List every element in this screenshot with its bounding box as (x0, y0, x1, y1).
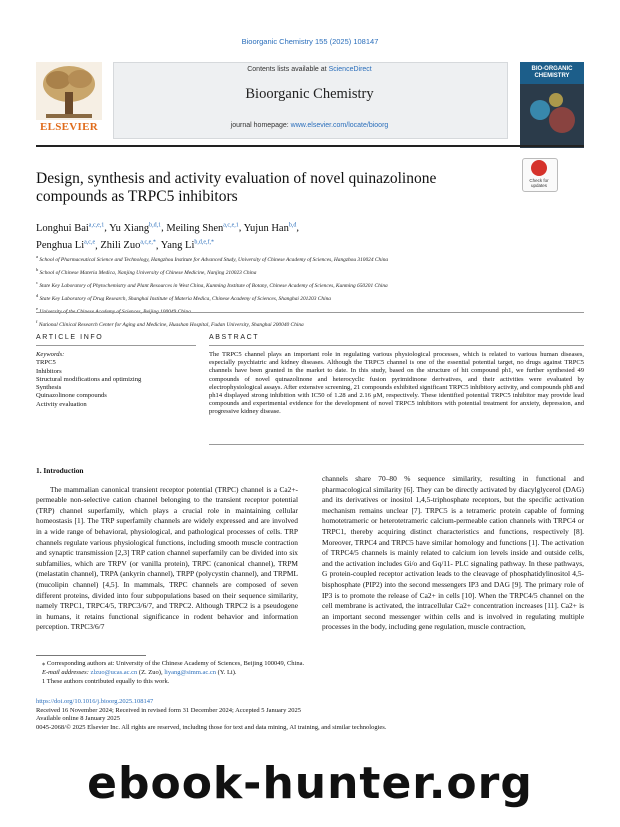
author[interactable]: Penghua Li$^{a,c,e}$ (36, 239, 96, 251)
homepage-prefix: journal homepage: (230, 122, 291, 129)
keyword: Quinazolinone compounds (36, 392, 107, 400)
footnotes (42, 659, 582, 687)
check-updates-label: Check for updates (529, 178, 549, 188)
author[interactable]: Yujun Han$^{b,d}$ (243, 222, 297, 234)
journal-homepage (113, 122, 506, 129)
contents-prefix: Contents lists available at (247, 66, 329, 73)
elsevier-tree-logo-icon (36, 62, 102, 120)
body-column-left (36, 466, 298, 633)
affiliation: e (36, 306, 38, 311)
doi-link[interactable]: https://doi.org/10.1016/j.bioorg.2025.108147 (36, 698, 154, 705)
affiliations (36, 252, 584, 330)
affiliation: $^b$ School of Chinese Materia Medica, Nanjing University of Chinese Medicine, Nanjing 210023 China (36, 267, 257, 276)
affiliation: $^a$ School of Pharmaceutical Science and Technology, Hangzhou Institute for Advanced Study, University of Chinese Academy of Sciences, Hangzhou 310024 China (36, 254, 389, 263)
author-list: Longhui Bai$^{a,c,e,1}$, Yu Xiang$^{b,d,1}$, Meiling Shen$^{a,c,e,1}$, Yujun Han$^{b,d}$, Penghua Li$^{a,c,e}$, Zhili Zuo$^{a,c,e,*}$, Yang $Li^{b,d,e,f,*}$ (36, 222, 299, 251)
section-heading-introduction: 1. Introduction (36, 466, 84, 475)
abstract-bottom-rule (209, 444, 584, 445)
keyword: Structural modifications and optimizing (36, 375, 142, 383)
abstract-heading: ABSTRACT (209, 334, 260, 341)
affiliation: $^d$ State Key Laboratory of Drug Research, Shanghai Institute of Materia Medica, Chinese Academy of Sciences, Shanghai 201203 China (36, 293, 331, 302)
author[interactable]: Yang $Li^{b,d,e,f,*}$ (160, 239, 215, 251)
corresponding-author-note: ⁎ Corresponding authors at: University of the Chinese Academy of Sciences, Beijing 100049, China. (42, 660, 305, 667)
author[interactable]: Zhili Zuo$^{a,c,e,*}$ (100, 239, 156, 251)
author[interactable]: Yu Xiang$^{b,d,1}$ (109, 222, 162, 234)
email-addresses: E-mail addresses: zlzuo@ucas.ac.cn (Z. Zuo), liyang@simm.ac.cn (Y. Li). (42, 669, 237, 677)
article-info-heading: ARTICLE INFO (36, 334, 104, 341)
author[interactable]: Meiling Shen$^{a,c,e,1}$ (166, 222, 239, 234)
publication-info (36, 698, 584, 732)
received-dates: Received 16 November 2024; Received in revised form 31 December 2024; Accepted 5 January 2025 (36, 706, 301, 714)
email-link[interactable]: liyang@simm.ac.cn (164, 669, 217, 677)
sciencedirect-link[interactable]: ScienceDirect (328, 66, 372, 73)
homepage-link[interactable]: www.elsevier.com/locate/bioorg (290, 122, 389, 129)
body-paragraph: channels share 70–80 % sequence similarity, resulting in functional and pharmacological similarity [6]. They can be directly activated by diacylglycerol (DAG) and its derivatives or inositol 1,4,5-triphosphate receptors, but the specific activation mechanism remains unclear [7]. TRPC5 is a tetrameric protein capable of forming homotetrameric or heterotetrameric calcium-permeable cation channels with TRPC4 or TRPC1, thereby acquiring distinct characteristics and functions, respectively [8]. Moreover, TRPC4 and TRPC5 have similar homology and functions [1]. The activation of TRPC4/5 channels is mainly related to calcium ion levels inside and outside cells, and the activation includes Gi/o and Gq/11- PLC signaling pathway. In these pathways, G protein-coupled receptor activation leads to the cleavage of phosphatidylinositol 4,5-bisphosphate (PIP2) into the second messengers IP3 and DAG [9]. The primary role of IP3 is to promote the release of Ca2+ in cells [10]. When the TRPC4/5 channel on the cell membrane is activated, the intracellular Ca2+ concentration increases [11]. Ca2+ is an important second messenger within cells and is involved in regulating multiple processes in the body, including gene regulation, muscle contraction, (322, 474, 584, 632)
body-paragraph: The mammalian canonical transient receptor potential (TRPC) channel is a Ca2+-permeable non-selective cation channel belonging to the transient receptor potential (TRP) channel superfamily, which plays a crucial role in maintaining cellular homeostasis [1]. The TRP superfamily channels are widely expressed and are involved in a wide range of behavioral, physiological, and pathological processes of cells. TRP channels regulate various physiological functions, including smooth muscle contraction and synaptic transmission [2,3] TRP cation channel superfamily can be divided into six subfamilies, which are TRPV (or vanilla protein), TRPC (canonical channel), TRPM (melastatin channel), TRPA (ankyrin channel), TRPP (polycystin channel), and TRPML (mucolipin channel) [4,5]. In mammals, TRPC channels are composed of seven different proteins, divided into four subpopulations based on their sequence similarity, namely TRPC1, TRPC4/5, TRPC3/6/7, and TRPC2. Although TRPC2 is a pseudogene in humans, it retains functional significance in rodent behavior and information perception. TRPC3/6/7 (36, 484, 298, 632)
footnote-rule (36, 655, 146, 656)
affiliation-rule (36, 312, 584, 313)
keywords-block (36, 351, 196, 409)
keyword: Activity evaluation (36, 400, 87, 408)
equal-contribution-note: 1 These authors contributed equally to this work. (42, 678, 170, 686)
abstract-rule (209, 345, 584, 346)
keyword: TRPC5 (36, 359, 56, 367)
body-column-right (322, 474, 584, 633)
email-link[interactable]: zlzuo@ucas.ac.cn (90, 669, 138, 677)
keyword: Synthesis (36, 384, 62, 392)
affiliation: $^f$ National Clinical Research Center for Aging and Medicine, Huashan Hospital, Fudan University, Shanghai 200040 China (36, 319, 304, 328)
keywords-heading: Keywords: (36, 351, 65, 358)
contents-line (113, 66, 506, 73)
article-info-rule (36, 345, 196, 346)
available-online-date: Available online 8 January 2025 (36, 715, 120, 723)
journal-title: Bioorganic Chemistry (245, 86, 374, 102)
journal-reference[interactable]: Bioorganic Chemistry 155 (2025) 108147 (241, 37, 379, 46)
header-rule (36, 145, 584, 147)
check-updates-icon (531, 160, 547, 176)
paper-title: Design, synthesis and activity evaluation of novel quinazolinone compounds as TRPC5 inhibitors (36, 170, 437, 205)
author[interactable]: Longhui Bai$^{a,c,e,1}$ (36, 222, 105, 234)
affiliation: $^c$ State Key Laboratory of Phytochemistry and Plant Resources in West China, Kunming Institute of Botany, Chinese Academy of Sciences, Kunming 650201 China (36, 280, 388, 289)
copyright-line: 0045-2068/© 2025 Elsevier Inc. All rights are reserved, including those for text and data mining, AI training, and similar technologies. (36, 723, 387, 731)
keyword: Inhibitors (36, 367, 62, 375)
cover-title: BIO-ORGANIC CHEMISTRY (531, 66, 573, 79)
watermark-text: ebook-hunter.org (87, 758, 533, 809)
abstract-text: The TRPC5 channel plays an important role in regulating various physiological processes, which is related to various human diseases, especially psychiatric and kidney diseases. Although the TRPC5 channel is one of the essential potential target, no drugs against TRPC5 channels have been granted in the market to date. In this study, based on the structure of hit compound ph1, we further synthesied 49 compounds of novel quinazolinone and heterocyclic fusion pyrimidinone derivatives, and their activities were evaluated by electrophysiological assays. After extensive screening, 21 compounds exhibited significant TRPC5 inhibitory activity, and compounds ph8 and ph14 displayed strong inhibition with IC50 of 1.28 and 2.16 μM, respectively. These identified potential TRPC5 inhibitor may provide lead compounds and experimental evidence for the development of novel TRPC5 inhibitors with potential treatment for anxiety, depression, and progressive kidney disease. (209, 351, 584, 416)
publisher-logo-text: ELSEVIER (39, 121, 99, 133)
